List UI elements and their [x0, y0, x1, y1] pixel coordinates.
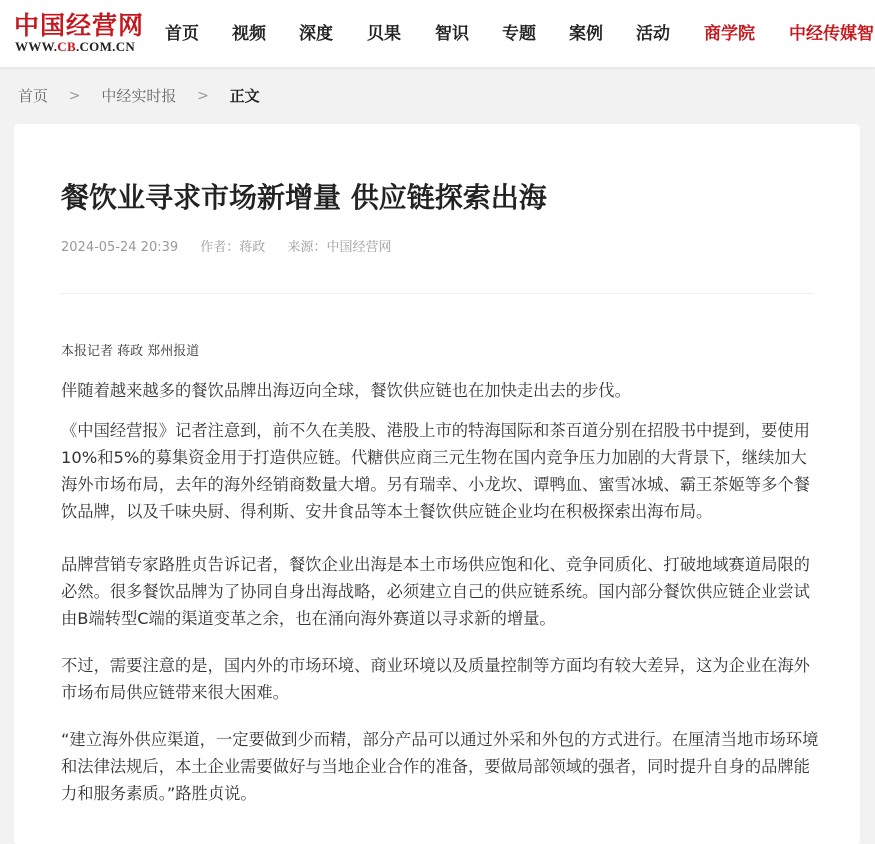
breadcrumb-separator: > [68, 87, 81, 104]
nav-item-depth[interactable]: 深度 [299, 24, 333, 44]
breadcrumb-home[interactable]: 首页 [18, 87, 49, 105]
nav-item-events[interactable]: 活动 [636, 24, 670, 44]
article-date: 2024-05-24 20:39 [61, 240, 179, 255]
article-paragraph: 不过，需要注意的是，国内外的市场环境、商业环境以及质量控制等方面均有较大差异，这为企业在海外市场布局供应链带来很大困难。 [61, 656, 810, 702]
article-title: 餐饮业寻求市场新增量 供应链探索出海 [61, 181, 547, 214]
breadcrumb-current: 正文 [229, 87, 260, 105]
nav-item-video[interactable]: 视频 [232, 24, 266, 44]
logo-url-brand: CB [57, 39, 76, 54]
article-paragraph: 伴随着越来越多的餐饮品牌出海迈向全球，餐饮供应链也在加快走出去的步伐。 [61, 381, 631, 400]
nav-item-home[interactable]: 首页 [165, 24, 199, 44]
article-paragraph: 品牌营销专家路胜贞告诉记者，餐饮企业出海是本土市场供应饱和化、竞争同质化、打破地域赛道局限的必然。很多餐饮品牌为了协同自身出海战略，必须建立自己的供应链系统。国内部分餐饮供应链企业尝试由B端转型C端的渠道变革之余，也在涌向海外赛道以寻求新的增量。 [61, 555, 810, 628]
nav-item-business-school[interactable]: 商学院 [704, 24, 755, 44]
logo-url-prefix: WWW. [15, 39, 58, 54]
meta-divider [61, 293, 814, 294]
breadcrumb-separator: > [197, 87, 209, 104]
breadcrumb [18, 85, 260, 106]
article-paragraph: “建立海外供应渠道，一定要做到少而精，部分产品可以通过外采和外包的方式进行。在厘清当地市场环境和法律法规后，本土企业需要做好与当地企业合作的准备，要做局部领域的强者，同时提升自身的品牌能力和服务素质。”路胜贞说。 [61, 730, 819, 803]
site-logo[interactable]: 中国经营网 [14, 11, 145, 40]
article-byline: 本报记者 蒋政 郑州报道 [61, 344, 200, 359]
article-author: 作者：蒋政 [200, 240, 266, 255]
article-meta [61, 236, 409, 255]
article-paragraph: 《中国经营报》记者注意到，前不久在美股、港股上市的特海国际和茶百道分别在招股书中提到，要使用10%和5%的募集资金用于打造供应链。代糖供应商三元生物在国内竞争压力加剧的大背景下，继续加大海外市场布局，去年的海外经销商数量大增。另有瑞幸、小龙坎、谭鸭血、蜜雪冰城、霸王茶姬等多个餐饮品牌，以及千味央厨、得利斯、安井食品等本土餐饮供应链企业均在积极探索出海布局。 [61, 421, 810, 521]
nav-item-insight[interactable]: 智识 [435, 24, 469, 44]
article-source: 来源：中国经营网 [287, 240, 392, 255]
nav-item-topics[interactable]: 专题 [502, 24, 536, 44]
nav-item-cases[interactable]: 案例 [569, 24, 603, 44]
logo-url-suffix: .COM.CN [75, 39, 136, 54]
breadcrumb-section[interactable]: 中经实时报 [101, 87, 177, 105]
nav-item-beiguo[interactable]: 贝果 [367, 24, 401, 44]
top-navigation-bar [0, 0, 875, 67]
main-nav [0, 0, 875, 67]
nav-item-media-think-tank[interactable]: 中经传媒智 [789, 24, 874, 44]
